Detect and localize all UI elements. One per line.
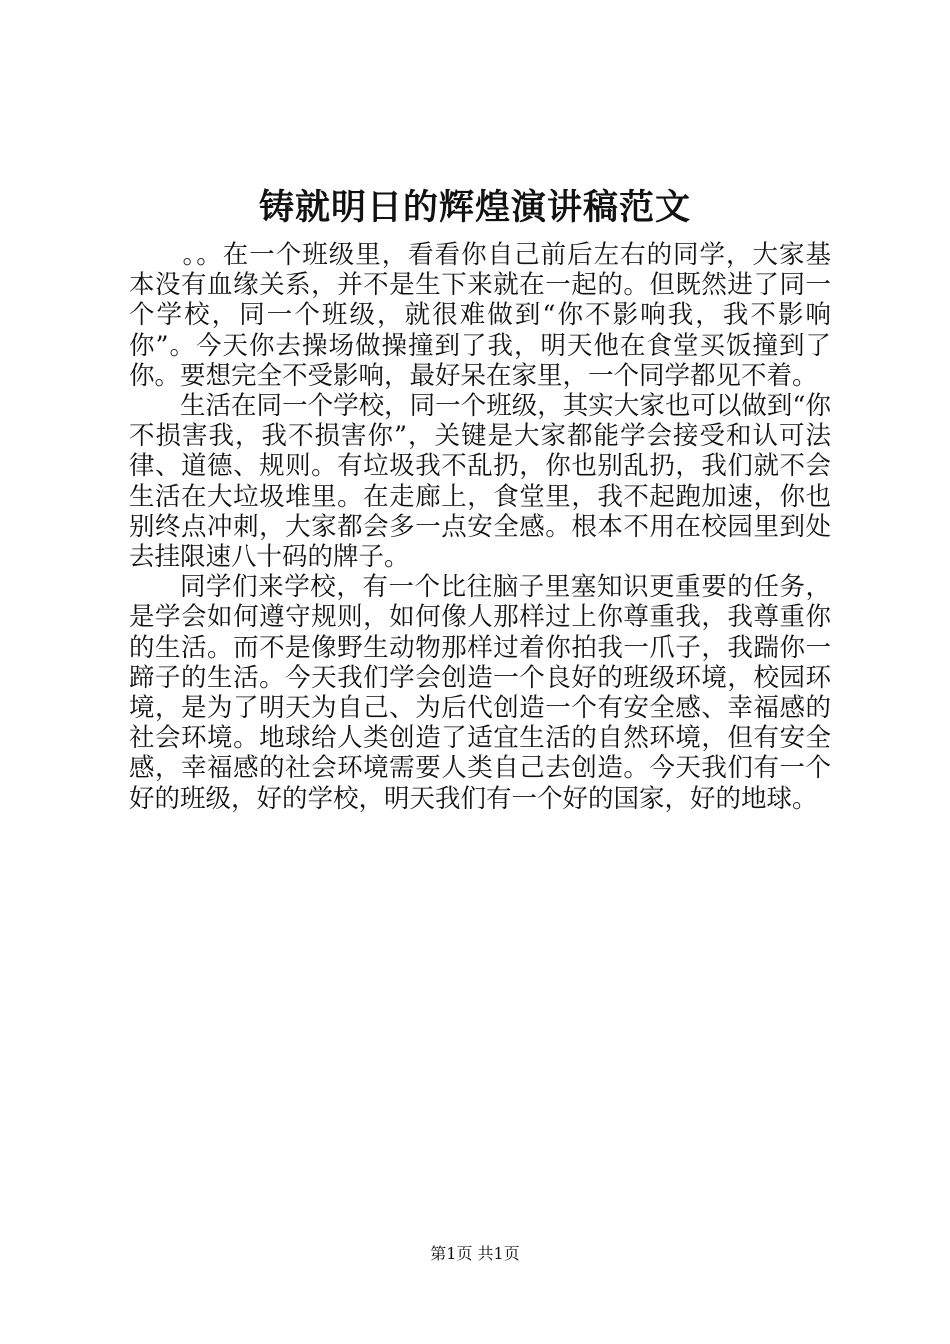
document-body (129, 240, 831, 814)
paragraph-3: 同学们来学校，有一个比往脑子里塞知识更重要的任务，是学会如何遵守规则，如何像人那样过上你尊重我，我尊重你的生活。而不是像野生动物那样过着你拍我一爪子，我踹你一蹄子的生活。今天我们学会创造一个良好的班级环境，校园环境，是为了明天为自己、为后代创造一个有安全感、幸福感的社会环境。地球给人类创造了适宜生活的自然环境，但有安全感，幸福感的社会环境需要人类自己去创造。今天我们有一个好的班级，好的学校，明天我们有一个好的国家，好的地球。 (129, 572, 831, 814)
paragraph-2: 生活在同一个学校，同一个班级，其实大家也可以做到“你不损害我，我不损害你”，关键是大家都能学会接受和认可法律、道德、规则。有垃圾我不乱扔，你也别乱扔，我们就不会生活在大垃圾堆里。在走廊上，食堂里，我不起跑加速，你也别终点冲刺，大家都会多一点安全感。根本不用在校园里到处去挂限速八十码的牌子。 (129, 391, 831, 573)
paragraph-1: 。。在一个班级里，看看你自己前后左右的同学，大家基本没有血缘关系，并不是生下来就在一起的。但既然进了同一个学校，同一个班级，就很难做到“你不影响我，我不影响你”。今天你去操场做操撞到了我，明天他在食堂买饭撞到了你。要想完全不受影响，最好呆在家里，一个同学都见不着。 (129, 240, 831, 391)
document-title: 铸就明日的辉煌演讲稿范文 (258, 187, 691, 228)
page-footer: 第1页 共1页 (430, 1244, 520, 1263)
